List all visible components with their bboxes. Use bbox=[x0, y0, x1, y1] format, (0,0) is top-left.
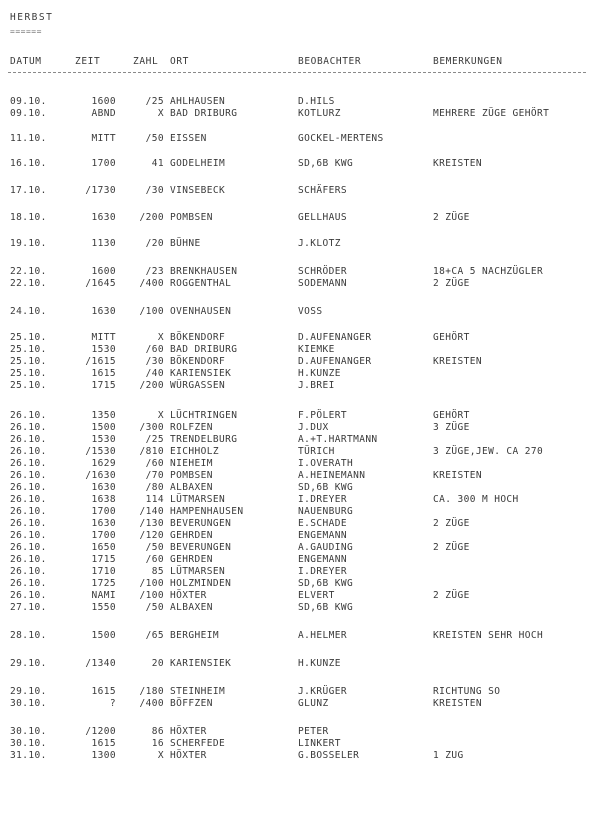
cell-ort: BAD DRIBURG bbox=[170, 108, 238, 119]
cell-ort: LÜCHTRINGEN bbox=[170, 410, 238, 421]
cell-zeit: 1700 bbox=[91, 530, 116, 541]
cell-zeit: 1530 bbox=[91, 344, 116, 355]
cell-bemerkungen: KREISTEN bbox=[433, 470, 482, 481]
cell-zahl: /300 bbox=[139, 422, 164, 433]
cell-ort: AHLHAUSEN bbox=[170, 96, 226, 107]
cell-zahl: /200 bbox=[139, 212, 164, 223]
cell-zeit: MITT bbox=[91, 133, 116, 144]
cell-beobachter: TÜRICH bbox=[298, 446, 335, 457]
cell-zeit: 1600 bbox=[91, 96, 116, 107]
table-row bbox=[0, 578, 600, 590]
cell-datum: 26.10. bbox=[10, 518, 47, 529]
cell-beobachter: SCHÄFERS bbox=[298, 185, 347, 196]
cell-datum: 31.10. bbox=[10, 750, 47, 761]
cell-beobachter: GELLHAUS bbox=[298, 212, 347, 223]
cell-zeit: 1700 bbox=[91, 158, 116, 169]
cell-zeit: 1550 bbox=[91, 602, 116, 613]
cell-zeit: 1130 bbox=[91, 238, 116, 249]
cell-zahl: /25 bbox=[145, 96, 164, 107]
cell-zeit: MITT bbox=[91, 332, 116, 343]
cell-ort: BEVERUNGEN bbox=[170, 518, 232, 529]
table-row bbox=[0, 530, 600, 542]
cell-zeit: 1725 bbox=[91, 578, 116, 589]
cell-bemerkungen: 1 ZUG bbox=[433, 750, 464, 761]
cell-datum: 26.10. bbox=[10, 554, 47, 565]
cell-beobachter: I.OVERATH bbox=[298, 458, 354, 469]
cell-ort: EICHHOLZ bbox=[170, 446, 219, 457]
cell-datum: 29.10. bbox=[10, 658, 47, 669]
table-row bbox=[0, 158, 600, 170]
cell-datum: 27.10. bbox=[10, 602, 47, 613]
cell-ort: VINSEBECK bbox=[170, 185, 226, 196]
cell-zahl: /810 bbox=[139, 446, 164, 457]
cell-zahl: X bbox=[157, 332, 164, 343]
table-row bbox=[0, 566, 600, 578]
cell-ort: STEINHEIM bbox=[170, 686, 226, 697]
cell-beobachter: H.KUNZE bbox=[298, 658, 341, 669]
cell-zahl: 41 bbox=[151, 158, 164, 169]
table-row bbox=[0, 96, 600, 108]
table-row bbox=[0, 108, 600, 120]
cell-zahl: /200 bbox=[139, 380, 164, 391]
cell-bemerkungen: GEHÖRT bbox=[433, 410, 470, 421]
cell-bemerkungen: 3 ZÜGE bbox=[433, 422, 470, 433]
cell-datum: 25.10. bbox=[10, 332, 47, 343]
cell-ort: POMBSEN bbox=[170, 212, 213, 223]
table-row bbox=[0, 422, 600, 434]
cell-beobachter: J.BREI bbox=[298, 380, 335, 391]
cell-zahl: X bbox=[157, 108, 164, 119]
table-row bbox=[0, 470, 600, 482]
cell-zeit: /1615 bbox=[85, 356, 116, 367]
cell-ort: POMBSEN bbox=[170, 470, 213, 481]
cell-ort: GODELHEIM bbox=[170, 158, 226, 169]
cell-datum: 26.10. bbox=[10, 482, 47, 493]
cell-zeit: /1530 bbox=[85, 446, 116, 457]
cell-datum: 18.10. bbox=[10, 212, 47, 223]
cell-ort: SCHERFEDE bbox=[170, 738, 226, 749]
cell-zahl: /60 bbox=[145, 344, 164, 355]
cell-beobachter: SD,6B KWG bbox=[298, 602, 354, 613]
cell-zahl: /80 bbox=[145, 482, 164, 493]
cell-beobachter: KIEMKE bbox=[298, 344, 335, 355]
cell-ort: HÖXTER bbox=[170, 590, 207, 601]
cell-datum: 25.10. bbox=[10, 344, 47, 355]
cell-beobachter: SD,6B KWG bbox=[298, 578, 354, 589]
cell-datum: 26.10. bbox=[10, 566, 47, 577]
cell-zahl: /50 bbox=[145, 542, 164, 553]
cell-bemerkungen: MEHRERE ZÜGE GEHÖRT bbox=[433, 108, 550, 119]
table-row bbox=[0, 506, 600, 518]
cell-ort: BAD DRIBURG bbox=[170, 344, 238, 355]
cell-bemerkungen: KREISTEN bbox=[433, 698, 482, 709]
cell-beobachter: E.SCHADE bbox=[298, 518, 347, 529]
table-row bbox=[0, 738, 600, 750]
cell-datum: 26.10. bbox=[10, 434, 47, 445]
cell-ort: HOLZMINDEN bbox=[170, 578, 232, 589]
cell-zeit: 1300 bbox=[91, 750, 116, 761]
cell-ort: BÖKENDORF bbox=[170, 332, 226, 343]
table-row bbox=[0, 446, 600, 458]
cell-datum: 24.10. bbox=[10, 306, 47, 317]
cell-beobachter: SD,6B KWG bbox=[298, 158, 354, 169]
cell-ort: BÜHNE bbox=[170, 238, 201, 249]
header-ort: ORT bbox=[170, 56, 189, 67]
cell-ort: EISSEN bbox=[170, 133, 207, 144]
cell-zahl: /100 bbox=[139, 590, 164, 601]
cell-zeit: 1650 bbox=[91, 542, 116, 553]
cell-datum: 26.10. bbox=[10, 446, 47, 457]
cell-zeit: /1200 bbox=[85, 726, 116, 737]
cell-beobachter: VOSS bbox=[298, 306, 323, 317]
table-row bbox=[0, 368, 600, 380]
cell-beobachter: J.DUX bbox=[298, 422, 329, 433]
cell-datum: 17.10. bbox=[10, 185, 47, 196]
cell-ort: LÜTMARSEN bbox=[170, 494, 226, 505]
cell-ort: OVENHAUSEN bbox=[170, 306, 232, 317]
cell-zeit: 1615 bbox=[91, 368, 116, 379]
cell-beobachter: A.HEINEMANN bbox=[298, 470, 366, 481]
cell-datum: 30.10. bbox=[10, 698, 47, 709]
table-row bbox=[0, 306, 600, 318]
header-datum: DATUM bbox=[10, 56, 42, 67]
header-bemerkungen: BEMERKUNGEN bbox=[433, 56, 503, 67]
cell-datum: 25.10. bbox=[10, 380, 47, 391]
table-row bbox=[0, 698, 600, 710]
cell-zahl: /70 bbox=[145, 470, 164, 481]
cell-datum: 26.10. bbox=[10, 458, 47, 469]
cell-beobachter: D.HILS bbox=[298, 96, 335, 107]
header-beobachter: BEOBACHTER bbox=[298, 56, 362, 67]
cell-datum: 16.10. bbox=[10, 158, 47, 169]
table-row bbox=[0, 332, 600, 344]
cell-ort: TRENDELBURG bbox=[170, 434, 238, 445]
table-row bbox=[0, 726, 600, 738]
cell-datum: 26.10. bbox=[10, 506, 47, 517]
table-row bbox=[0, 278, 600, 290]
cell-beobachter: I.DREYER bbox=[298, 566, 347, 577]
cell-zeit: NAMI bbox=[91, 590, 116, 601]
cell-bemerkungen: RICHTUNG SO bbox=[433, 686, 501, 697]
cell-zeit: 1629 bbox=[91, 458, 116, 469]
table-row bbox=[0, 356, 600, 368]
cell-datum: 26.10. bbox=[10, 530, 47, 541]
cell-datum: 11.10. bbox=[10, 133, 47, 144]
cell-datum: 30.10. bbox=[10, 738, 47, 749]
cell-ort: NIEHEIM bbox=[170, 458, 213, 469]
cell-datum: 26.10. bbox=[10, 410, 47, 421]
cell-datum: 28.10. bbox=[10, 630, 47, 641]
cell-beobachter: NAUENBURG bbox=[298, 506, 354, 517]
table-row bbox=[0, 554, 600, 566]
table-row bbox=[0, 658, 600, 670]
header-zeit: ZEIT bbox=[75, 56, 101, 67]
cell-ort: BEVERUNGEN bbox=[170, 542, 232, 553]
cell-zeit: 1530 bbox=[91, 434, 116, 445]
table-row bbox=[0, 212, 600, 224]
cell-zeit: 1600 bbox=[91, 266, 116, 277]
cell-zahl: X bbox=[157, 410, 164, 421]
cell-datum: 26.10. bbox=[10, 542, 47, 553]
cell-beobachter: SCHRÖDER bbox=[298, 266, 347, 277]
cell-ort: HAMPENHAUSEN bbox=[170, 506, 244, 517]
cell-ort: GEHRDEN bbox=[170, 530, 213, 541]
cell-zahl: 114 bbox=[145, 494, 164, 505]
cell-datum: 30.10. bbox=[10, 726, 47, 737]
cell-zeit: /1340 bbox=[85, 658, 116, 669]
cell-zeit: ABND bbox=[91, 108, 116, 119]
cell-datum: 09.10. bbox=[10, 96, 47, 107]
cell-zahl: /50 bbox=[145, 133, 164, 144]
cell-beobachter: I.DREYER bbox=[298, 494, 347, 505]
cell-datum: 26.10. bbox=[10, 578, 47, 589]
cell-bemerkungen: 2 ZÜGE bbox=[433, 590, 470, 601]
cell-beobachter: ENGEMANN bbox=[298, 530, 347, 541]
cell-beobachter: SD,6B KWG bbox=[298, 482, 354, 493]
cell-bemerkungen: KREISTEN bbox=[433, 356, 482, 367]
cell-zahl: /120 bbox=[139, 530, 164, 541]
cell-zeit: /1730 bbox=[85, 185, 116, 196]
cell-zahl: X bbox=[157, 750, 164, 761]
document-title: HERBST bbox=[10, 12, 54, 23]
cell-zahl: /400 bbox=[139, 278, 164, 289]
cell-datum: 22.10. bbox=[10, 278, 47, 289]
table-row bbox=[0, 602, 600, 614]
header-zahl: ZAHL bbox=[133, 56, 159, 67]
cell-beobachter: D.AUFENANGER bbox=[298, 332, 372, 343]
cell-bemerkungen: 18+CA 5 NACHZÜGLER bbox=[433, 266, 544, 277]
cell-zeit: 1500 bbox=[91, 630, 116, 641]
cell-zahl: /23 bbox=[145, 266, 164, 277]
table-row bbox=[0, 518, 600, 530]
table-row bbox=[0, 458, 600, 470]
cell-datum: 09.10. bbox=[10, 108, 47, 119]
cell-zahl: /30 bbox=[145, 356, 164, 367]
table-row bbox=[0, 266, 600, 278]
cell-zahl: 85 bbox=[151, 566, 164, 577]
cell-ort: BERGHEIM bbox=[170, 630, 219, 641]
cell-zeit: 1630 bbox=[91, 212, 116, 223]
cell-beobachter: LINKERT bbox=[298, 738, 341, 749]
cell-ort: BRENKHAUSEN bbox=[170, 266, 238, 277]
cell-zeit: ? bbox=[109, 698, 116, 709]
cell-beobachter: ENGEMANN bbox=[298, 554, 347, 565]
cell-datum: 26.10. bbox=[10, 590, 47, 601]
cell-zahl: /100 bbox=[139, 306, 164, 317]
cell-zahl: 20 bbox=[151, 658, 164, 669]
cell-zeit: /1645 bbox=[85, 278, 116, 289]
cell-zahl: /60 bbox=[145, 458, 164, 469]
cell-datum: 26.10. bbox=[10, 470, 47, 481]
cell-ort: ROLFZEN bbox=[170, 422, 213, 433]
cell-bemerkungen: CA. 300 M HOCH bbox=[433, 494, 519, 505]
cell-beobachter: F.PÖLERT bbox=[298, 410, 347, 421]
table-row bbox=[0, 630, 600, 642]
table-row bbox=[0, 750, 600, 762]
cell-beobachter: ELVERT bbox=[298, 590, 335, 601]
table-row bbox=[0, 410, 600, 422]
title-underline: ====== bbox=[10, 27, 42, 36]
table-row bbox=[0, 238, 600, 250]
cell-zahl: /25 bbox=[145, 434, 164, 445]
cell-beobachter: G.BOSSELER bbox=[298, 750, 360, 761]
cell-datum: 19.10. bbox=[10, 238, 47, 249]
cell-bemerkungen: KREISTEN SEHR HOCH bbox=[433, 630, 544, 641]
cell-ort: HÖXTER bbox=[170, 750, 207, 761]
cell-bemerkungen: 2 ZÜGE bbox=[433, 542, 470, 553]
cell-beobachter: J.KLOTZ bbox=[298, 238, 341, 249]
cell-zeit: 1630 bbox=[91, 482, 116, 493]
cell-beobachter: J.KRÜGER bbox=[298, 686, 347, 697]
cell-beobachter: GLUNZ bbox=[298, 698, 329, 709]
cell-zahl: 16 bbox=[151, 738, 164, 749]
cell-zahl: /130 bbox=[139, 518, 164, 529]
cell-bemerkungen: GEHÖRT bbox=[433, 332, 470, 343]
cell-beobachter: SODEMANN bbox=[298, 278, 347, 289]
table-row bbox=[0, 494, 600, 506]
cell-bemerkungen: KREISTEN bbox=[433, 158, 482, 169]
header-divider bbox=[8, 72, 586, 73]
cell-zeit: 1710 bbox=[91, 566, 116, 577]
cell-zahl: /140 bbox=[139, 506, 164, 517]
cell-beobachter: KOTLURZ bbox=[298, 108, 341, 119]
cell-zeit: 1630 bbox=[91, 306, 116, 317]
cell-beobachter: A.+T.HARTMANN bbox=[298, 434, 378, 445]
table-row bbox=[0, 542, 600, 554]
cell-ort: KARIENSIEK bbox=[170, 658, 232, 669]
table-row bbox=[0, 133, 600, 145]
cell-beobachter: A.GAUDING bbox=[298, 542, 354, 553]
cell-zeit: 1500 bbox=[91, 422, 116, 433]
cell-zahl: /50 bbox=[145, 602, 164, 613]
cell-bemerkungen: 2 ZÜGE bbox=[433, 212, 470, 223]
cell-beobachter: PETER bbox=[298, 726, 329, 737]
cell-zahl: /180 bbox=[139, 686, 164, 697]
cell-bemerkungen: 3 ZÜGE,JEW. CA 270 bbox=[433, 446, 544, 457]
cell-ort: ALBAXEN bbox=[170, 602, 213, 613]
cell-zahl: /40 bbox=[145, 368, 164, 379]
cell-ort: BÖFFZEN bbox=[170, 698, 213, 709]
cell-datum: 26.10. bbox=[10, 494, 47, 505]
cell-ort: KARIENSIEK bbox=[170, 368, 232, 379]
cell-beobachter: A.HELMER bbox=[298, 630, 347, 641]
cell-ort: ROGGENTHAL bbox=[170, 278, 232, 289]
table-row bbox=[0, 434, 600, 446]
cell-beobachter: GOCKEL-MERTENS bbox=[298, 133, 384, 144]
cell-beobachter: D.AUFENANGER bbox=[298, 356, 372, 367]
table-row bbox=[0, 686, 600, 698]
table-row bbox=[0, 185, 600, 197]
cell-zeit: 1615 bbox=[91, 686, 116, 697]
table-row bbox=[0, 482, 600, 494]
table-row bbox=[0, 590, 600, 602]
cell-ort: GEHRDEN bbox=[170, 554, 213, 565]
cell-zahl: /60 bbox=[145, 554, 164, 565]
cell-zeit: 1630 bbox=[91, 518, 116, 529]
cell-beobachter: H.KUNZE bbox=[298, 368, 341, 379]
cell-ort: ALBAXEN bbox=[170, 482, 213, 493]
cell-zahl: /30 bbox=[145, 185, 164, 196]
cell-zahl: 86 bbox=[151, 726, 164, 737]
cell-datum: 26.10. bbox=[10, 422, 47, 433]
cell-zeit: /1630 bbox=[85, 470, 116, 481]
cell-zeit: 1715 bbox=[91, 380, 116, 391]
cell-ort: BÖKENDORF bbox=[170, 356, 226, 367]
table-row bbox=[0, 380, 600, 392]
cell-zeit: 1715 bbox=[91, 554, 116, 565]
cell-bemerkungen: 2 ZÜGE bbox=[433, 518, 470, 529]
cell-zeit: 1700 bbox=[91, 506, 116, 517]
cell-ort: WÜRGASSEN bbox=[170, 380, 226, 391]
cell-zahl: /65 bbox=[145, 630, 164, 641]
cell-zahl: /400 bbox=[139, 698, 164, 709]
cell-datum: 29.10. bbox=[10, 686, 47, 697]
cell-ort: HÖXTER bbox=[170, 726, 207, 737]
cell-bemerkungen: 2 ZÜGE bbox=[433, 278, 470, 289]
cell-ort: LÜTMARSEN bbox=[170, 566, 226, 577]
cell-zahl: /20 bbox=[145, 238, 164, 249]
cell-zeit: 1350 bbox=[91, 410, 116, 421]
table-row bbox=[0, 344, 600, 356]
cell-zahl: /100 bbox=[139, 578, 164, 589]
cell-datum: 22.10. bbox=[10, 266, 47, 277]
cell-zeit: 1638 bbox=[91, 494, 116, 505]
cell-datum: 25.10. bbox=[10, 356, 47, 367]
cell-datum: 25.10. bbox=[10, 368, 47, 379]
cell-zeit: 1615 bbox=[91, 738, 116, 749]
